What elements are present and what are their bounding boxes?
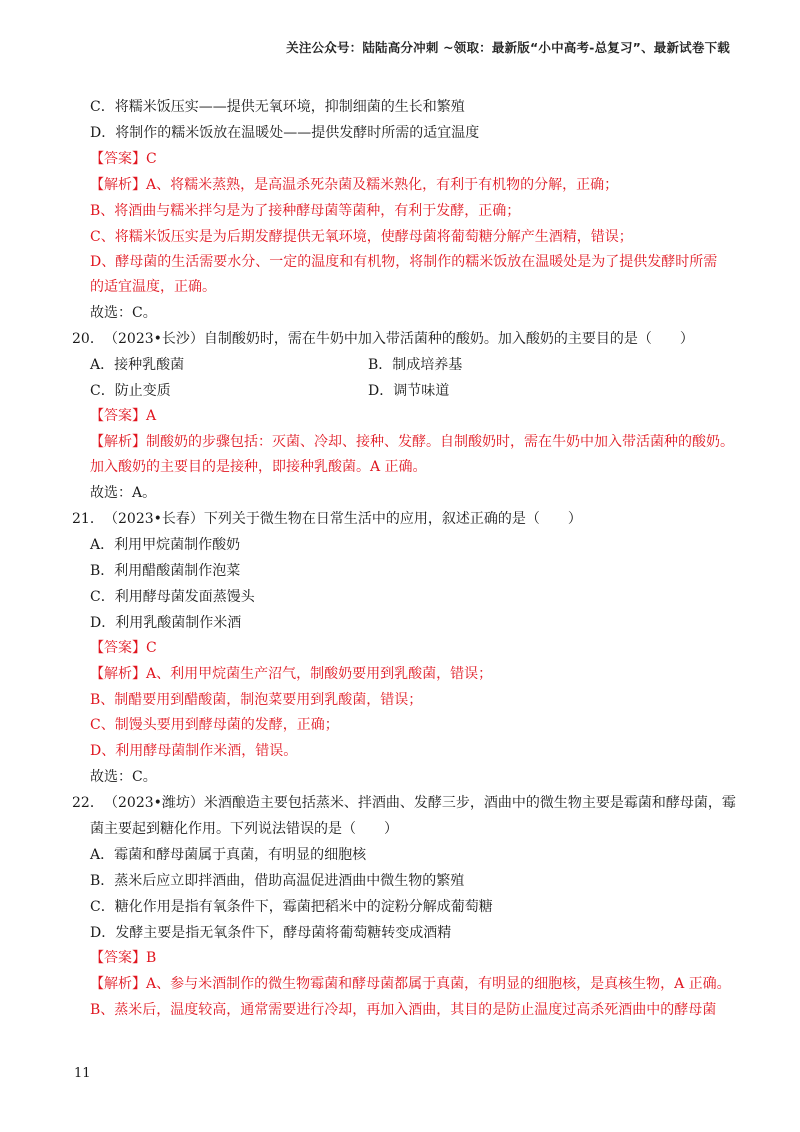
q20-conclusion: 故选：A。 [90,485,157,501]
q21-option-c: C．利用酵母菌发面蒸馒头 [90,589,255,605]
q22-option-d: D．发酵主要是指无氧条件下，酵母菌将葡萄糖转变成酒精 [90,925,452,941]
prev-analysis-1: 【解析】A、将糯米蒸熟，是高温杀死杂菌及糯米熟化，有利于有机物的分解，正确； [90,177,619,193]
q20-option-a: A．接种乳酸菌 [90,357,185,373]
q22-stem-2: 菌主要起到糖化作用。下列说法错误的是（ ） [90,821,398,837]
q20-answer: 【答案】A [90,408,157,424]
q20-stem: （2023•长沙）自制酸奶时，需在牛奶中加入带活菌种的酸奶。加入酸奶的主要目的是（ ） [104,331,694,347]
q22-option-b: B．蒸米后应立即拌酒曲，借助高温促进酒曲中微生物的繁殖 [90,873,465,889]
page-number: 11 [74,1066,91,1081]
q22-answer: 【答案】B [90,950,157,966]
q21-number: 21． [72,511,104,527]
q21-analysis-1: 【解析】A、利用甲烷菌生产沼气，制酸奶要用到乳酸菌，错误； [90,666,493,682]
q21-analysis-3: C、制馒头要用到酵母菌的发酵，正确； [90,717,339,733]
q20-analysis-1: 【解析】制酸奶的步骤包括：灭菌、冷却、接种、发酵。自制酸奶时，需在牛奶中加入带活菌种的酸奶。 [90,434,734,450]
q21-stem: （2023•长春）下列关于微生物在日常生活中的应用，叙述正确的是（ ） [104,511,582,527]
q21-option-b: B．利用醋酸菌制作泡菜 [90,563,241,579]
prev-analysis-3: C、将糯米饭压实是为后期发酵提供无氧环境，使酵母菌将葡萄糖分解产生酒精，错误； [90,229,633,245]
prev-analysis-4: D、酵母菌的生活需要水分、一定的温度和有机物，将制作的糯米饭放在温暖处是为了提供发酵时所需 [90,254,718,270]
q21-analysis-4: D、利用酵母菌制作米酒，错误。 [90,743,298,759]
q21-option-d: D．利用乳酸菌制作米酒 [90,615,242,631]
prev-option-c: C．将糯米饭压实——提供无氧环境，抑制细菌的生长和繁殖 [90,99,465,115]
q20-option-d: D．调节味道 [368,383,450,399]
q21-analysis-2: B、制醋要用到醋酸菌，制泡菜要用到乳酸菌，错误； [90,692,423,708]
page-header: 关注公众号：陆陆高分冲刺 ~领取：最新版“小中高考-总复习”、最新试卷下载 [286,40,730,55]
prev-conclusion: 故选：C。 [90,305,157,321]
q21-option-a: A．利用甲烷菌制作酸奶 [90,537,241,553]
q20-option-c: C．防止变质 [90,383,171,399]
q21-answer: 【答案】C [90,640,157,656]
prev-answer: 【答案】C [90,151,157,167]
q22-analysis-2: B、蒸米后，温度较高，通常需要进行冷却，再加入酒曲，其目的是防止温度过高杀死酒曲中的酵母菌 [90,1002,717,1018]
q22-number: 22． [72,795,104,811]
q21-conclusion: 故选：C。 [90,769,157,785]
prev-analysis-2: B、将酒曲与糯米拌匀是为了接种酵母菌等菌种，有利于发酵，正确； [90,203,521,219]
q22-option-a: A．霉菌和酵母菌属于真菌，有明显的细胞核 [90,847,367,863]
q22-stem-1: （2023•潍坊）米酒酿造主要包括蒸米、拌酒曲、发酵三步，酒曲中的微生物主要是霉菌和酵母菌，霉 [104,795,736,811]
prev-analysis-5: 的适宜温度，正确。 [90,279,216,295]
q20-option-b: B．制成培养基 [368,357,463,373]
q20-number: 20． [72,331,104,347]
q22-option-c: C．糖化作用是指有氧条件下，霉菌把稻米中的淀粉分解成葡萄糖 [90,899,493,915]
q20-analysis-2: 加入酸奶的主要目的是接种，即接种乳酸菌。A 正确。 [90,459,427,475]
q22-analysis-1: 【解析】A、参与米酒制作的微生物霉菌和酵母菌都属于真菌，有明显的细胞核，是真核生物，A 正确。 [90,976,731,992]
prev-option-d: D．将制作的糯米饭放在温暖处——提供发酵时所需的适宜温度 [90,125,480,141]
